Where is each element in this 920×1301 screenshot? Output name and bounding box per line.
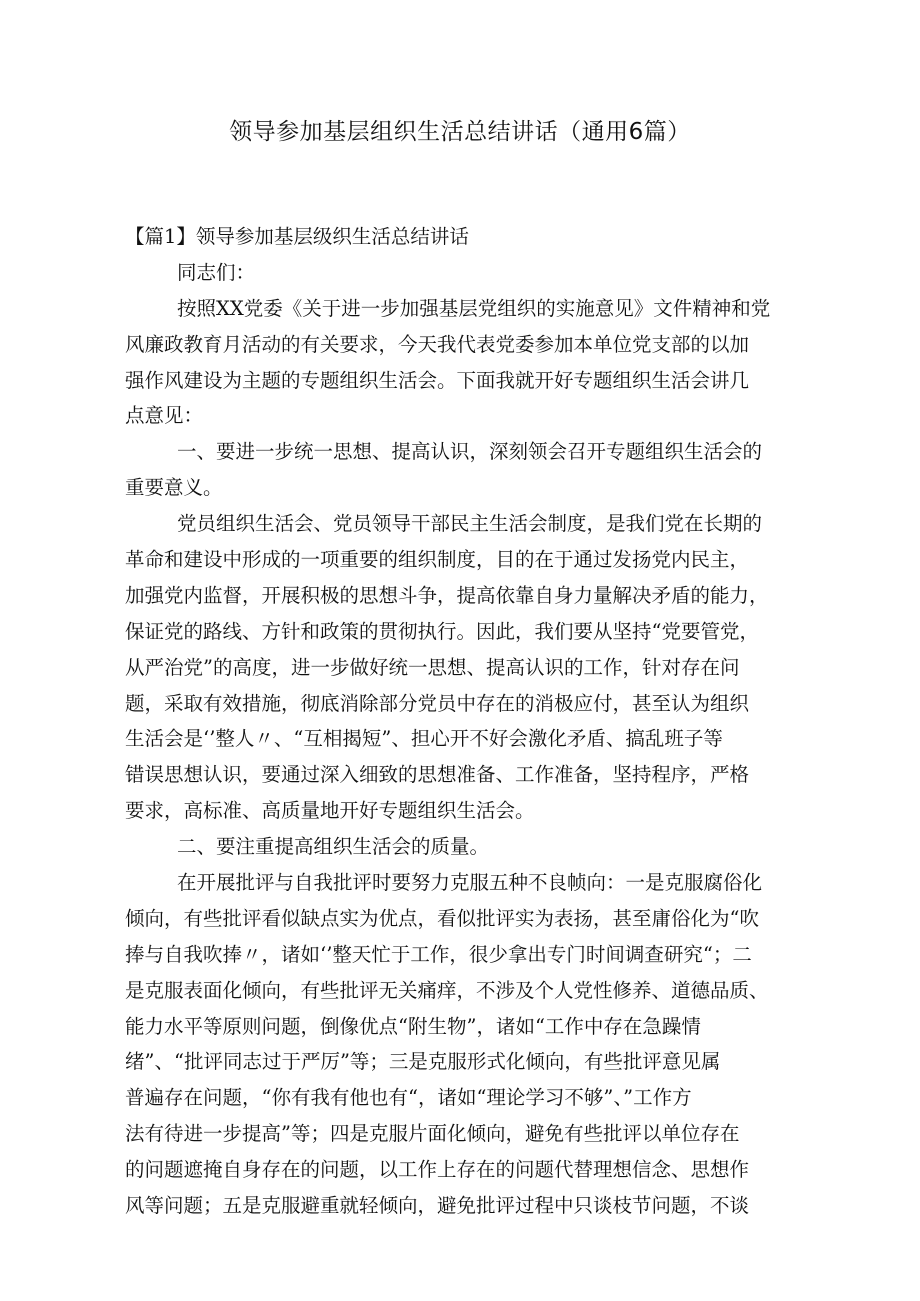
paragraph-line: 按照XX党委《关于进一步加强基层党组织的实施意见》文件精神和党 <box>177 296 771 320</box>
paragraph-line: 同志们： <box>177 260 256 284</box>
paragraph-line: 生活会是‘’整人〃、“互相揭短”、担心开不好会激化矛盾、搞乱班子等 <box>125 727 723 751</box>
paragraph-line: 要求，高标准、高质量地开好专题组织生活会。 <box>125 799 535 823</box>
paragraph-line: 革命和建设中形成的一项重要的组织制度，目的在于通过发扬党内民主， <box>125 548 750 572</box>
paragraph-line: 倾向，有些批评看似缺点实为优点，看似批评实为表扬，甚至庸俗化为“吹 <box>125 906 759 930</box>
paragraph-line: 点意见： <box>125 404 204 428</box>
paragraph-line: 在开展批评与自我批评时要努力克服五种不良帧向：一是克服腐俗化 <box>177 871 763 895</box>
paragraph-line: 普遍存在问题，“你有我有他也有“，诸如“理论学习不够”、”工作方 <box>125 1086 692 1110</box>
paragraph-line: 是克服表面化倾向，有些批评无关痛痒，不涉及个人党性修养、道德品质、 <box>125 978 769 1002</box>
section-heading: 【篇1】领导参加基层级织生活总结讲话 <box>125 225 469 248</box>
paragraph-line: 风廉政教育月活动的有关要求，今天我代表党委参加本单位党支部的以加 <box>125 332 750 356</box>
paragraph-line: 强作风建设为主题的专题组织生活会。下面我就开好专题组织生活会讲几 <box>125 368 750 392</box>
paragraph-line: 二、要注重提高组织生活会的质量。 <box>177 835 490 859</box>
paragraph-line: 风等问题；五是克服避重就轻倾向，避免批评过程中只谈枝节问题，不谈 <box>125 1194 750 1218</box>
paragraph-line: 重要意义。 <box>125 476 223 500</box>
paragraph-line: 一、要进一步统一思想、提高认识，深刻领会召开专题组织生活会的 <box>177 440 763 464</box>
paragraph-line: 的问题遮掩自身存在的问题，以工作上存在的问题代替理想信念、思想作 <box>125 1158 750 1182</box>
document-title: 领导参加基层组织生活总结讲话（通用6篇） <box>229 119 691 145</box>
paragraph-line: 绪”、“批评同志过于严厉”等；三是克服形式化倾向，有些批评意见属 <box>125 1050 721 1074</box>
paragraph-line: 题，采取有效措施，彻底消除部分党员中存在的消极应付，甚至认为组织 <box>125 691 750 715</box>
paragraph-line: 捧与自我吹捧〃，诸如‘’整天忙于工作，很少拿出专门时间调查研究“；二 <box>125 942 752 966</box>
paragraph-line: 保证党的路线、方针和政策的贯彻执行。因此，我们要从坚持“党要管党， <box>125 619 759 643</box>
document-body <box>125 219 797 1224</box>
paragraph-line: 错误思想认识，要通过深入细致的思想准备、工作准备，坚持程序，严格 <box>125 763 750 787</box>
paragraph-line: 能力水平等原则问题，倒像优点“附生物”，诸如“工作中存在急躁情 <box>125 1014 701 1038</box>
paragraph-line: 党员组织生活会、党员领导干部民主生活会制度，是我们党在长期的 <box>177 512 763 536</box>
paragraph-line: 从严治党”的高度，进一步做好统一思想、提高认识的工作，针对存在问 <box>125 655 740 679</box>
paragraph-line: 法有待进一步提高”等；四是克服片面化倾向，避免有些批评以单位存在 <box>125 1122 740 1146</box>
paragraph-line: 加强党内监督，开展积极的思想斗争，提高依靠自身力量解决矛盾的能力， <box>125 583 769 607</box>
